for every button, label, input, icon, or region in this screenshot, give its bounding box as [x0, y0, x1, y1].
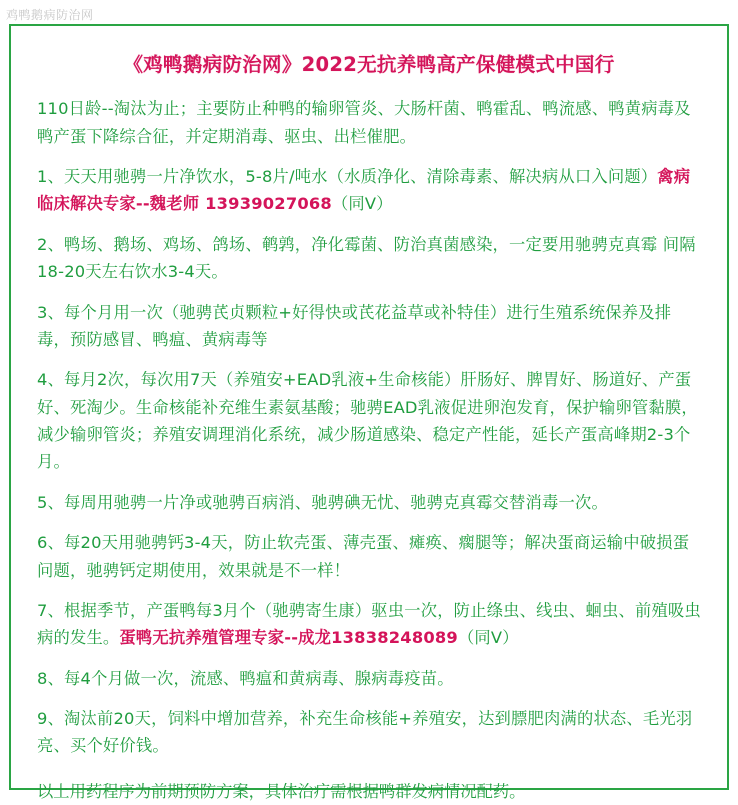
list-item [37, 163, 701, 218]
list-item-highlight: 禽病临床解决专家--魏老师 13939027068 [37, 167, 691, 214]
list-item [37, 231, 701, 286]
list-item [37, 299, 701, 354]
list-item-text: 7、根据季节，产蛋鸭每3月个（驰骋寄生康）驱虫一次，防止绦虫、线虫、蛔虫、前殖吸虫病的发生。 [37, 600, 701, 648]
list-item-text: 8、每4个月做一次，流感、鸭瘟和黄病毒、腺病毒疫苗。 [37, 668, 454, 688]
list-item-text: 2、鸭场、鹅场、鸡场、鸽场、鹌鹑，净化霉菌、防治真菌感染，一定要用驰骋克真霉 间隔18-20天左右饮水3-4天。 [37, 234, 696, 282]
footnote: 以上用药程序为前期预防方案，具体治疗需根据鸭群发病情况配药。 [37, 781, 526, 801]
list-item [37, 366, 701, 476]
site-watermark: 鸡鸭鹅病防治网 [6, 8, 94, 22]
list-item-text: 5、每周用驰骋一片净或驰骋百病消、驰骋碘无忧、驰骋克真霉交替消毒一次。 [37, 492, 608, 512]
page-title: 《鸡鸭鹅病防治网》2022无抗养鸭高产保健模式中国行 [123, 53, 615, 76]
list-item-text: 1、天天用驰骋一片净饮水，5-8片/吨水（水质净化、清除毒素、解决病从口入问题） [37, 167, 658, 187]
list-item [37, 705, 701, 760]
list-item-text: 9、淘汰前20天，饲料中增加营养，补充生命核能+养殖安，达到膘肥肉满的状态、毛光羽亮、买个好价钱。 [37, 709, 693, 756]
list-item [37, 665, 701, 692]
list-item [37, 597, 701, 652]
list-item-text: 6、每20天用驰骋钙3-4天，防止软壳蛋、薄壳蛋、瘫痪、瘸腿等；解决蛋商运输中破损蛋问题，驰骋钙定期使用，效果就是不一样！ [37, 533, 690, 580]
intro-paragraph: 110日龄--淘汰为止；主要防止种鸭的输卵管炎、大肠杆菌、鸭霍乱、鸭流感、鸭黄病毒及鸭产蛋下降综合征，并定期消毒、驱虫、出栏催肥。 [37, 99, 691, 146]
list-item-text: 3、每个月用一次（驰骋芪贞颗粒+好得快或芪花益草或补特佳）进行生殖系统保养及排毒，预防感冒、鸭瘟、黄病毒等 [37, 302, 672, 349]
list-item-highlight: 蛋鸭无抗养殖管理专家--成龙13838248089 [119, 628, 458, 648]
list-item-tail: （同V） [331, 194, 393, 214]
list-item [37, 529, 701, 584]
list-item-text: 4、每月2次，每次用7天（养殖安+EAD乳液+生命核能）肝肠好、脾胃好、肠道好、产蛋好、死淘少。生命核能补充维生素氨基酸；驰骋EAD乳液促进卵泡发育，保护输卵管黏膜，减少输卵管炎；养殖安调理消化系统，减少肠道感染、稳定产性能，延长产蛋高峰期2-3个月。 [37, 370, 698, 472]
poster-container [9, 24, 729, 801]
list-item [37, 489, 701, 516]
list-item-tail: （同V） [457, 628, 519, 648]
